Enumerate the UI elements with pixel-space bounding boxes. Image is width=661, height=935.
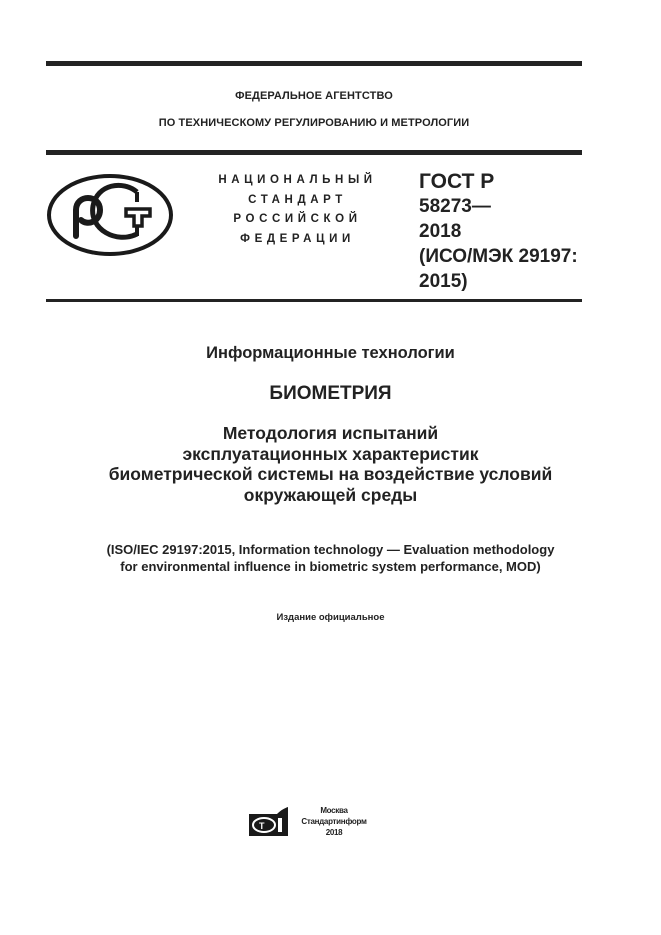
document-title: БИОМЕТРИЯ [269, 383, 392, 404]
designation-line: 2015) [419, 271, 468, 292]
national-line: ФЕДЕРАЦИИ [240, 232, 355, 245]
standard-designation [419, 169, 599, 294]
subtitle-line: окружающей среды [243, 484, 418, 505]
publisher-block [290, 805, 378, 838]
international-line: (ISO/IEC 29197:2015, Information technology — Evaluation methodology [106, 542, 555, 557]
agency-name-line-2: ПО ТЕХНИЧЕСКОМУ РЕГУЛИРОВАНИЮ И МЕТРОЛОГИИ [158, 117, 470, 129]
subtitle-line: эксплуатационных характеристик [182, 443, 479, 464]
designation-line: 2018 [419, 221, 462, 242]
national-standard-label [205, 171, 390, 249]
top-rule [46, 61, 582, 66]
publisher-city: Москва [320, 806, 348, 815]
national-line: СТАНДАРТ [248, 193, 347, 206]
agency-name-line-1: ФЕДЕРАЛЬНОЕ АГЕНТСТВО [235, 90, 393, 102]
subtitle-line: биометрической системы на воздействие условий [108, 464, 553, 484]
svg-text:Т: Т [259, 821, 265, 831]
publisher-name: Стандартинформ [301, 817, 367, 826]
national-line: РОССИЙСКОЙ [233, 213, 362, 225]
national-line: НАЦИОНАЛЬНЫЙ [218, 174, 377, 186]
subtitle-line: Методология испытаний [222, 423, 439, 443]
designation-line: (ИСО/МЭК 29197: [419, 246, 578, 267]
document-subject: Информационные технологии [206, 344, 455, 362]
international-line: for environmental influence in biometric system performance, MOD) [120, 559, 541, 574]
edition-label: Издание официальное [276, 612, 385, 623]
international-reference [20, 541, 641, 575]
header-divider-rule [46, 150, 582, 155]
designation-line: ГОСТ Р [419, 170, 495, 193]
document-subtitle [20, 423, 641, 505]
gost-r-pct-logo-icon [45, 172, 175, 258]
standard-block-divider-rule [46, 299, 582, 302]
designation-line: 58273— [419, 196, 491, 217]
publication-year: 2018 [325, 828, 343, 837]
standartinform-logo-icon [247, 806, 289, 838]
